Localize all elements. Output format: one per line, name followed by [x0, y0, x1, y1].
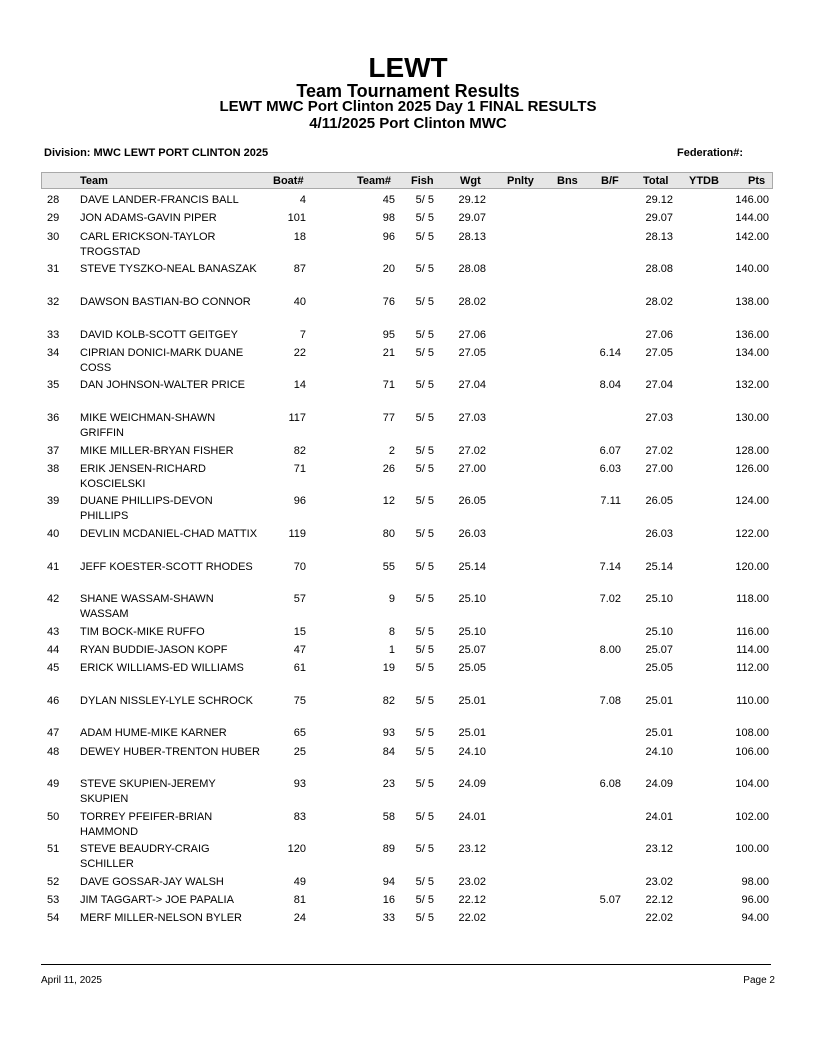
team-number-cell: 26	[382, 463, 395, 475]
points-cell: 132.00	[735, 379, 769, 391]
total-cell: 27.06	[645, 329, 673, 341]
total-cell: 25.10	[645, 626, 673, 638]
federation-label: Federation#:	[677, 147, 744, 159]
column-header-total: Total	[643, 175, 669, 187]
points-cell: 140.00	[735, 263, 769, 275]
place-cell: 37	[47, 445, 60, 457]
place-cell: 31	[47, 263, 60, 275]
event-date-location: 4/11/2025 Port Clinton MWC	[309, 115, 507, 132]
points-cell: 102.00	[735, 811, 769, 823]
points-cell: 108.00	[735, 727, 769, 739]
team-name-cell: DAVE LANDER-FRANCIS BALL	[80, 194, 239, 206]
fish-count-cell: 5/ 5	[415, 347, 434, 359]
place-cell: 29	[47, 212, 60, 224]
team-name-cell: TIM BOCK-MIKE RUFFO	[80, 626, 205, 638]
boat-number-cell: 57	[293, 593, 306, 605]
points-cell: 106.00	[735, 746, 769, 758]
team-number-cell: 45	[382, 194, 395, 206]
place-cell: 43	[47, 626, 60, 638]
team-number-cell: 95	[382, 329, 395, 341]
fish-count-cell: 5/ 5	[415, 212, 434, 224]
team-name-cell: SHANE WASSAM-SHAWN WASSAM	[80, 593, 214, 620]
team-number-cell: 2	[388, 445, 395, 457]
weight-cell: 29.12	[458, 194, 486, 206]
weight-cell: 28.13	[458, 231, 486, 243]
place-cell: 32	[47, 296, 60, 308]
points-cell: 146.00	[735, 194, 769, 206]
total-cell: 27.03	[645, 412, 673, 424]
fish-count-cell: 5/ 5	[415, 412, 434, 424]
fish-count-cell: 5/ 5	[415, 263, 434, 275]
boat-number-cell: 7	[299, 329, 306, 341]
fish-count-cell: 5/ 5	[415, 463, 434, 475]
team-number-cell: 84	[382, 746, 395, 758]
fish-count-cell: 5/ 5	[415, 876, 434, 888]
boat-number-cell: 120	[287, 843, 306, 855]
team-number-cell: 82	[382, 695, 395, 707]
column-header-penalty: Pnlty	[507, 175, 534, 187]
team-number-cell: 23	[382, 778, 395, 790]
total-cell: 24.10	[645, 746, 673, 758]
boat-number-cell: 71	[293, 463, 306, 475]
weight-cell: 27.04	[458, 379, 486, 391]
column-header-team: Team	[80, 175, 108, 187]
fish-count-cell: 5/ 5	[415, 561, 434, 573]
total-cell: 26.03	[645, 528, 673, 540]
boat-number-cell: 24	[293, 912, 306, 924]
team-number-cell: 58	[382, 811, 395, 823]
points-cell: 116.00	[736, 626, 769, 638]
points-cell: 128.00	[735, 445, 769, 457]
team-number-cell: 12	[382, 495, 395, 507]
fish-count-cell: 5/ 5	[415, 662, 434, 674]
total-cell: 28.02	[645, 296, 673, 308]
place-cell: 42	[47, 593, 60, 605]
boat-number-cell: 96	[293, 495, 306, 507]
team-name-cell: MERF MILLER-NELSON BYLER	[80, 912, 242, 924]
team-number-cell: 1	[388, 644, 395, 656]
place-cell: 50	[47, 811, 60, 823]
big-fish-cell: 6.07	[599, 445, 621, 457]
weight-cell: 27.03	[458, 412, 486, 424]
weight-cell: 27.06	[458, 329, 486, 341]
boat-number-cell: 40	[293, 296, 306, 308]
team-name-cell: ERIK JENSEN-RICHARD KOSCIELSKI	[80, 463, 206, 490]
total-cell: 29.12	[645, 194, 673, 206]
place-cell: 40	[47, 528, 60, 540]
points-cell: 138.00	[735, 296, 769, 308]
column-header-team-number: Team#	[357, 175, 392, 187]
place-cell: 34	[47, 347, 60, 359]
column-header-boat: Boat#	[273, 175, 304, 187]
boat-number-cell: 18	[293, 231, 306, 243]
division-label: Division: MWC LEWT PORT CLINTON 2025	[44, 147, 269, 159]
boat-number-cell: 4	[299, 194, 306, 206]
place-cell: 36	[47, 412, 60, 424]
fish-count-cell: 5/ 5	[415, 194, 434, 206]
boat-number-cell: 119	[288, 528, 306, 540]
big-fish-cell: 7.08	[599, 695, 621, 707]
weight-cell: 26.03	[458, 528, 486, 540]
total-cell: 24.09	[645, 778, 673, 790]
total-cell: 29.07	[645, 212, 673, 224]
boat-number-cell: 75	[293, 695, 306, 707]
team-name-cell: DYLAN NISSLEY-LYLE SCHROCK	[80, 695, 254, 707]
footer-page-number: Page 2	[743, 975, 775, 986]
team-name-cell: STEVE BEAUDRY-CRAIG SCHILLER	[80, 843, 210, 870]
fish-count-cell: 5/ 5	[415, 695, 434, 707]
total-cell: 28.13	[645, 231, 673, 243]
big-fish-cell: 7.11	[600, 495, 621, 507]
fish-count-cell: 5/ 5	[415, 811, 434, 823]
team-number-cell: 76	[382, 296, 395, 308]
boat-number-cell: 47	[293, 644, 306, 656]
weight-cell: 25.14	[458, 561, 486, 573]
report-subtitle: Team Tournament Results	[296, 81, 520, 101]
big-fish-cell: 6.03	[599, 463, 621, 475]
team-number-cell: 71	[382, 379, 395, 391]
team-number-cell: 9	[388, 593, 395, 605]
big-fish-cell: 7.14	[599, 561, 621, 573]
points-cell: 142.00	[735, 231, 769, 243]
fish-count-cell: 5/ 5	[415, 644, 434, 656]
total-cell: 26.05	[645, 495, 673, 507]
weight-cell: 25.01	[458, 727, 486, 739]
report-title: LEWT	[368, 52, 448, 83]
team-number-cell: 98	[382, 212, 395, 224]
column-header-big-fish: B/F	[601, 175, 619, 187]
points-cell: 98.00	[741, 876, 769, 888]
team-name-cell: TORREY PFEIFER-BRIAN HAMMOND	[80, 811, 213, 838]
fish-count-cell: 5/ 5	[415, 894, 434, 906]
points-cell: 134.00	[735, 347, 769, 359]
place-cell: 49	[47, 778, 60, 790]
place-cell: 51	[47, 843, 60, 855]
boat-number-cell: 15	[293, 626, 306, 638]
place-cell: 54	[47, 912, 60, 924]
total-cell: 27.04	[645, 379, 673, 391]
team-name-cell: ERICK WILLIAMS-ED WILLIAMS	[80, 662, 244, 674]
total-cell: 25.14	[645, 561, 673, 573]
team-number-cell: 93	[382, 727, 395, 739]
event-name: LEWT MWC Port Clinton 2025 Day 1 FINAL RESULTS	[219, 98, 597, 115]
weight-cell: 24.09	[458, 778, 486, 790]
weight-cell: 25.10	[458, 593, 486, 605]
points-cell: 136.00	[735, 329, 769, 341]
boat-number-cell: 93	[293, 778, 306, 790]
points-cell: 144.00	[735, 212, 769, 224]
team-number-cell: 96	[382, 231, 395, 243]
team-number-cell: 16	[382, 894, 395, 906]
fish-count-cell: 5/ 5	[415, 593, 434, 605]
team-number-cell: 80	[382, 528, 395, 540]
team-name-cell: ADAM HUME-MIKE KARNER	[80, 727, 227, 739]
points-cell: 124.00	[735, 495, 769, 507]
team-number-cell: 94	[382, 876, 395, 888]
fish-count-cell: 5/ 5	[415, 528, 434, 540]
column-header-points: Pts	[748, 175, 766, 187]
team-number-cell: 21	[382, 347, 395, 359]
boat-number-cell: 22	[293, 347, 306, 359]
weight-cell: 25.05	[458, 662, 486, 674]
total-cell: 28.08	[645, 263, 673, 275]
big-fish-cell: 5.07	[599, 894, 621, 906]
points-cell: 114.00	[736, 644, 769, 656]
place-cell: 30	[47, 231, 60, 243]
big-fish-cell: 8.00	[599, 644, 621, 656]
weight-cell: 27.05	[458, 347, 486, 359]
weight-cell: 27.00	[458, 463, 486, 475]
place-cell: 38	[47, 463, 60, 475]
total-cell: 27.00	[645, 463, 673, 475]
weight-cell: 22.12	[458, 894, 486, 906]
place-cell: 47	[47, 727, 60, 739]
weight-cell: 22.02	[458, 912, 486, 924]
fish-count-cell: 5/ 5	[415, 626, 434, 638]
points-cell: 120.00	[735, 561, 769, 573]
footer-divider	[41, 964, 771, 965]
big-fish-cell: 6.08	[599, 778, 621, 790]
weight-cell: 27.02	[458, 445, 486, 457]
team-name-cell: DAVE GOSSAR-JAY WALSH	[80, 876, 224, 888]
team-number-cell: 77	[382, 412, 395, 424]
total-cell: 25.05	[645, 662, 673, 674]
place-cell: 52	[47, 876, 60, 888]
boat-number-cell: 65	[293, 727, 306, 739]
weight-cell: 24.10	[458, 746, 486, 758]
points-cell: 112.00	[736, 662, 769, 674]
boat-number-cell: 61	[293, 662, 306, 674]
footer-date: April 11, 2025	[41, 975, 102, 986]
boat-number-cell: 25	[293, 746, 306, 758]
points-cell: 122.00	[735, 528, 769, 540]
boat-number-cell: 82	[293, 445, 306, 457]
team-name-cell: STEVE TYSZKO-NEAL BANASZAK	[80, 263, 257, 275]
team-name-cell: JIM TAGGART-> JOE PAPALIA	[80, 894, 234, 906]
fish-count-cell: 5/ 5	[415, 231, 434, 243]
fish-count-cell: 5/ 5	[415, 296, 434, 308]
place-cell: 45	[47, 662, 60, 674]
total-cell: 23.12	[645, 843, 673, 855]
place-cell: 33	[47, 329, 60, 341]
fish-count-cell: 5/ 5	[415, 727, 434, 739]
boat-number-cell: 83	[293, 811, 306, 823]
big-fish-cell: 7.02	[599, 593, 621, 605]
total-cell: 25.07	[645, 644, 673, 656]
team-number-cell: 20	[382, 263, 395, 275]
big-fish-cell: 8.04	[599, 379, 621, 391]
points-cell: 104.00	[735, 778, 769, 790]
team-name-cell: DAVID KOLB-SCOTT GEITGEY	[80, 329, 238, 341]
column-header-fish: Fish	[411, 175, 434, 187]
team-number-cell: 55	[382, 561, 395, 573]
total-cell: 27.02	[645, 445, 673, 457]
points-cell: 118.00	[736, 593, 769, 605]
total-cell: 23.02	[645, 876, 673, 888]
team-name-cell: DEVLIN MCDANIEL-CHAD MATTIX	[80, 528, 258, 540]
boat-number-cell: 49	[293, 876, 306, 888]
weight-cell: 25.01	[458, 695, 486, 707]
points-cell: 94.00	[741, 912, 769, 924]
team-number-cell: 19	[382, 662, 395, 674]
points-cell: 100.00	[735, 843, 769, 855]
fish-count-cell: 5/ 5	[415, 495, 434, 507]
team-name-cell: STEVE SKUPIEN-JEREMY SKUPIEN	[80, 778, 216, 805]
team-name-cell: DAN JOHNSON-WALTER PRICE	[80, 379, 246, 391]
boat-number-cell: 14	[293, 379, 306, 391]
team-number-cell: 8	[388, 626, 395, 638]
team-name-cell: RYAN BUDDIE-JASON KOPF	[80, 644, 228, 656]
total-cell: 24.01	[645, 811, 673, 823]
boat-number-cell: 87	[293, 263, 306, 275]
big-fish-cell: 6.14	[599, 347, 621, 359]
fish-count-cell: 5/ 5	[415, 329, 434, 341]
team-name-cell: MIKE MILLER-BRYAN FISHER	[80, 445, 234, 457]
points-cell: 96.00	[741, 894, 769, 906]
place-cell: 53	[47, 894, 60, 906]
place-cell: 35	[47, 379, 60, 391]
weight-cell: 25.07	[458, 644, 486, 656]
team-name-cell: DEWEY HUBER-TRENTON HUBER	[80, 746, 260, 758]
boat-number-cell: 101	[287, 212, 306, 224]
team-name-cell: JON ADAMS-GAVIN PIPER	[80, 212, 217, 224]
team-number-cell: 33	[382, 912, 395, 924]
place-cell: 41	[47, 561, 60, 573]
team-name-cell: CIPRIAN DONICI-MARK DUANE COSS	[80, 347, 244, 374]
fish-count-cell: 5/ 5	[415, 379, 434, 391]
points-cell: 130.00	[735, 412, 769, 424]
points-cell: 110.00	[736, 695, 769, 707]
team-number-cell: 89	[382, 843, 395, 855]
weight-cell: 28.08	[458, 263, 486, 275]
total-cell: 22.02	[645, 912, 673, 924]
total-cell: 25.10	[645, 593, 673, 605]
team-name-cell: CARL ERICKSON-TAYLOR TROGSTAD	[80, 231, 216, 258]
weight-cell: 23.12	[458, 843, 486, 855]
fish-count-cell: 5/ 5	[415, 912, 434, 924]
weight-cell: 25.10	[458, 626, 486, 638]
fish-count-cell: 5/ 5	[415, 445, 434, 457]
total-cell: 25.01	[645, 695, 673, 707]
boat-number-cell: 81	[293, 894, 306, 906]
team-name-cell: DAWSON BASTIAN-BO CONNOR	[80, 296, 251, 308]
weight-cell: 26.05	[458, 495, 486, 507]
team-name-cell: MIKE WEICHMAN-SHAWN GRIFFIN	[80, 412, 216, 439]
place-cell: 28	[47, 194, 60, 206]
column-header-bonus: Bns	[557, 175, 578, 187]
fish-count-cell: 5/ 5	[415, 778, 434, 790]
weight-cell: 28.02	[458, 296, 486, 308]
column-header-row	[41, 172, 773, 189]
column-header-weight: Wgt	[460, 175, 481, 187]
weight-cell: 24.01	[458, 811, 486, 823]
team-name-cell: JEFF KOESTER-SCOTT RHODES	[80, 561, 253, 573]
total-cell: 27.05	[645, 347, 673, 359]
place-cell: 44	[47, 644, 60, 656]
column-header-ytdb: YTDB	[689, 175, 719, 187]
boat-number-cell: 70	[293, 561, 306, 573]
place-cell: 39	[47, 495, 60, 507]
fish-count-cell: 5/ 5	[415, 843, 434, 855]
fish-count-cell: 5/ 5	[415, 746, 434, 758]
weight-cell: 29.07	[458, 212, 486, 224]
total-cell: 25.01	[645, 727, 673, 739]
weight-cell: 23.02	[458, 876, 486, 888]
place-cell: 48	[47, 746, 60, 758]
place-cell: 46	[47, 695, 60, 707]
points-cell: 126.00	[735, 463, 769, 475]
team-name-cell: DUANE PHILLIPS-DEVON PHILLIPS	[80, 495, 213, 522]
total-cell: 22.12	[645, 894, 673, 906]
boat-number-cell: 117	[288, 412, 306, 424]
